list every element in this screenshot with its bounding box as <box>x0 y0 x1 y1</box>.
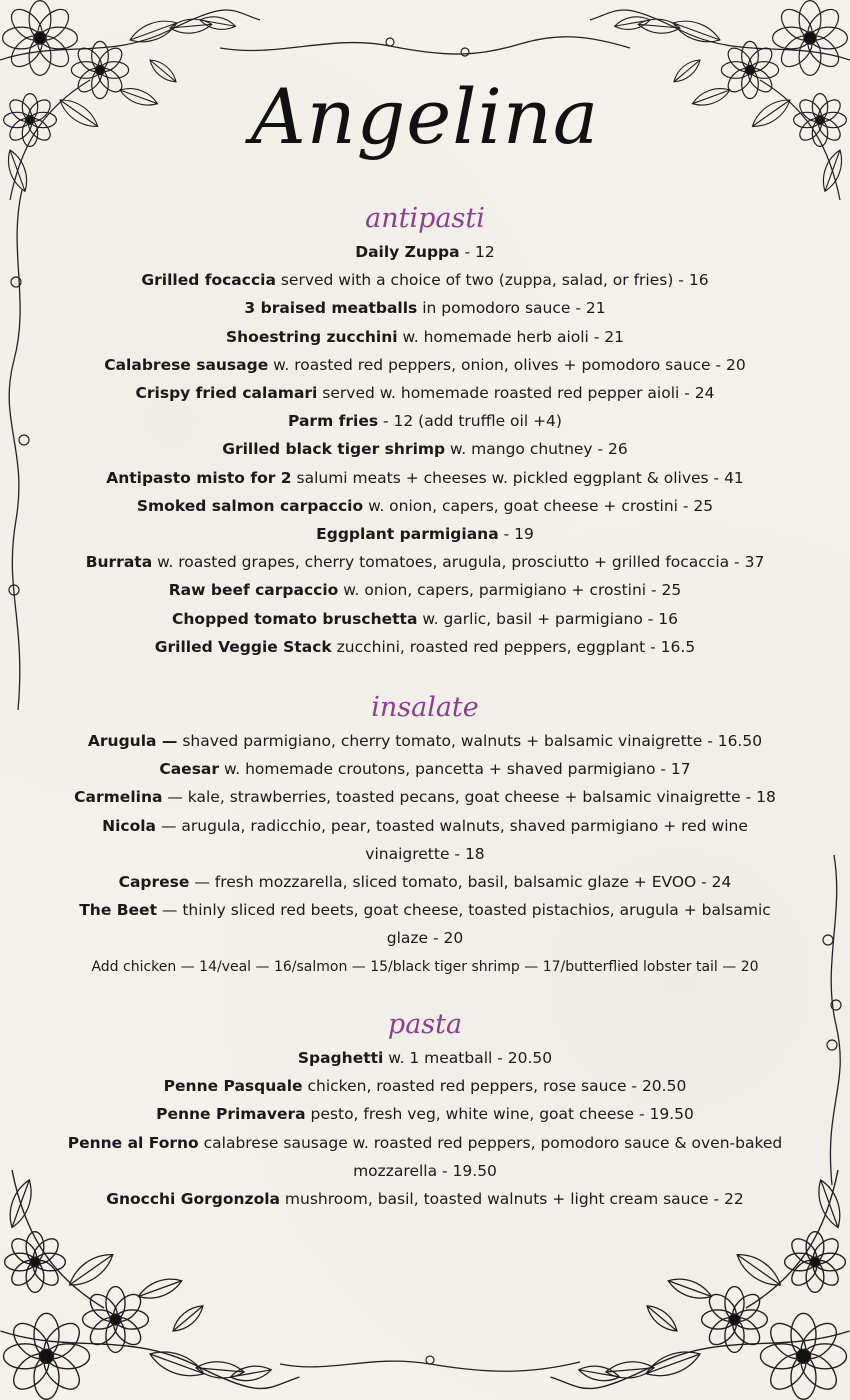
menu-item-name: Daily Zuppa <box>355 243 460 261</box>
menu-item <box>60 1129 790 1185</box>
menu-item-description: chicken, roasted red peppers, rose sauce - 20.50 <box>302 1077 687 1096</box>
menu-item-description: w. garlic, basil + parmigiano - 16 <box>417 609 678 628</box>
top-swirl-line <box>220 30 630 60</box>
menu-item-description: w. onion, capers, goat cheese + crostini - 25 <box>363 496 714 515</box>
menu-item <box>60 548 790 576</box>
menu-item-description: w. homemade croutons, pancetta + shaved parmigiano - 17 <box>219 760 691 779</box>
protein-addons-note: Add chicken — 14/veal — 16/salmon — 15/black tiger shrimp — 17/butterflied lobster tail — 20 <box>91 958 759 975</box>
menu-item <box>60 1100 790 1128</box>
menu-item-description: w. mango chutney - 26 <box>445 440 628 459</box>
menu-item-name: Penne al Forno <box>67 1133 199 1152</box>
menu-item <box>60 605 790 633</box>
bottom-swirl-line <box>280 1352 580 1376</box>
menu-item <box>60 812 790 868</box>
menu-item-name: Grilled Veggie Stack <box>154 637 332 656</box>
menu-item-name: Parm fries <box>288 412 379 431</box>
menu-item-description: - 12 (add truffle oil +4) <box>378 412 562 431</box>
menu-item-description: w. 1 meatball - 20.50 <box>383 1049 553 1067</box>
menu-item <box>60 294 790 322</box>
section-pasta <box>60 1008 790 1213</box>
menu-item-name: Grilled black tiger shrimp <box>222 440 446 459</box>
vine-left-decoration <box>0 190 40 710</box>
menu-item-name: The Beet <box>79 901 157 920</box>
menu-item-description: w. homemade herb aioli - 21 <box>397 327 625 346</box>
menu-item-name: Raw beef carpaccio <box>168 581 339 600</box>
section-title-antipasti: antipasti <box>365 203 485 234</box>
menu-item-name: Burrata <box>85 553 153 572</box>
menu-item <box>60 379 790 407</box>
menu-item-description: - 12 <box>459 243 495 261</box>
menu-item <box>60 1072 790 1100</box>
menu-item-description: pesto, fresh veg, white wine, goat cheese - 19.50 <box>305 1105 694 1124</box>
menu-item-name: Gnocchi Gorgonzola <box>106 1190 280 1209</box>
menu-item <box>60 868 790 896</box>
menu-item-name: Nicola <box>102 816 157 835</box>
menu-item-description: w. roasted grapes, cherry tomatoes, arugula, prosciutto + grilled focaccia - 37 <box>152 553 765 572</box>
menu-item <box>60 435 790 463</box>
menu-item <box>60 783 790 811</box>
menu-item-description: in pomodoro sauce - 21 <box>417 299 606 318</box>
menu-item <box>60 520 790 548</box>
menu-item <box>60 351 790 379</box>
menu-item <box>60 492 790 520</box>
menu-item-name: Spaghetti <box>297 1049 384 1067</box>
menu-item <box>60 727 790 755</box>
section-title-insalate: insalate <box>371 692 479 723</box>
menu-item-name: Calabrese sausage <box>104 355 269 374</box>
menu-item-description: w. roasted red peppers, onion, olives + pomodoro sauce - 20 <box>268 355 746 374</box>
menu-item <box>60 238 790 266</box>
menu-item-name: Penne Pasquale <box>163 1077 303 1096</box>
menu-item-name: Shoestring zucchini <box>225 327 398 346</box>
menu-item-description: — thinly sliced red beets, goat cheese, toasted pistachios, arugula + balsamic glaze - 20 <box>156 901 771 948</box>
menu-item <box>60 1185 790 1213</box>
menu-item-description: shaved parmigiano, cherry tomato, walnuts + balsamic vinaigrette - 16.50 <box>177 732 763 750</box>
section-insalate <box>60 691 790 981</box>
menu-item-description: — arugula, radicchio, pear, toasted walnuts, shaved parmigiano + red wine vinaigrette - 18 <box>156 816 748 863</box>
menu-item-description: zucchini, roasted red peppers, eggplant - 16.5 <box>331 637 696 656</box>
menu-item <box>60 896 790 952</box>
menu-item-description: mushroom, basil, toasted walnuts + light cream sauce - 22 <box>280 1190 744 1209</box>
vine-right-decoration <box>810 855 850 1185</box>
antipasti-list <box>60 238 790 661</box>
menu-item-description: served with a choice of two (zuppa, salad, or fries) - 16 <box>275 271 709 290</box>
menu-item <box>60 323 790 351</box>
menu-item-name: Caesar <box>159 760 220 779</box>
menu-item <box>60 755 790 783</box>
menu-item <box>60 464 790 492</box>
menu-item <box>60 1044 790 1072</box>
menu-item <box>60 266 790 294</box>
menu-item-description: salumi meats + cheeses w. pickled eggplant & olives - 41 <box>291 468 744 487</box>
menu-item-description: calabrese sausage w. roasted red peppers, pomodoro sauce & oven-baked mozzarella - 19.50 <box>198 1133 783 1180</box>
menu-item-description: served w. homemade roasted red pepper aioli - 24 <box>317 384 715 403</box>
menu-item-name: Grilled focaccia <box>141 271 276 290</box>
menu-item-name: Antipasto misto for 2 <box>106 468 292 487</box>
restaurant-name: Angelina <box>250 72 600 161</box>
menu-item-name: Smoked salmon carpaccio <box>136 496 364 515</box>
menu-item-name: Carmelina <box>74 788 163 807</box>
menu-item-name: 3 braised meatballs <box>244 299 418 318</box>
menu-item-name: Caprese <box>118 873 190 892</box>
menu-item-description: — kale, strawberries, toasted pecans, goat cheese + balsamic vinaigrette - 18 <box>162 788 776 807</box>
section-title-pasta: pasta <box>387 1009 463 1040</box>
menu-item-name: Penne Primavera <box>156 1105 306 1124</box>
menu-item-name: Crispy fried calamari <box>135 384 318 403</box>
menu-item <box>60 576 790 604</box>
menu-item-name: Arugula — <box>87 732 178 750</box>
section-antipasti <box>60 202 790 661</box>
menu-item-description: w. onion, capers, parmigiano + crostini - 25 <box>338 581 682 600</box>
insalate-list <box>60 727 790 953</box>
menu-item-description: - 19 <box>498 525 534 544</box>
pasta-list <box>60 1044 790 1213</box>
menu-item-name: Eggplant parmigiana <box>316 525 499 544</box>
menu-item-name: Chopped tomato bruschetta <box>172 609 418 628</box>
menu-item <box>60 407 790 435</box>
menu-item-description: — fresh mozzarella, sliced tomato, basil, balsamic glaze + EVOO - 24 <box>189 873 732 892</box>
menu-item <box>60 633 790 661</box>
